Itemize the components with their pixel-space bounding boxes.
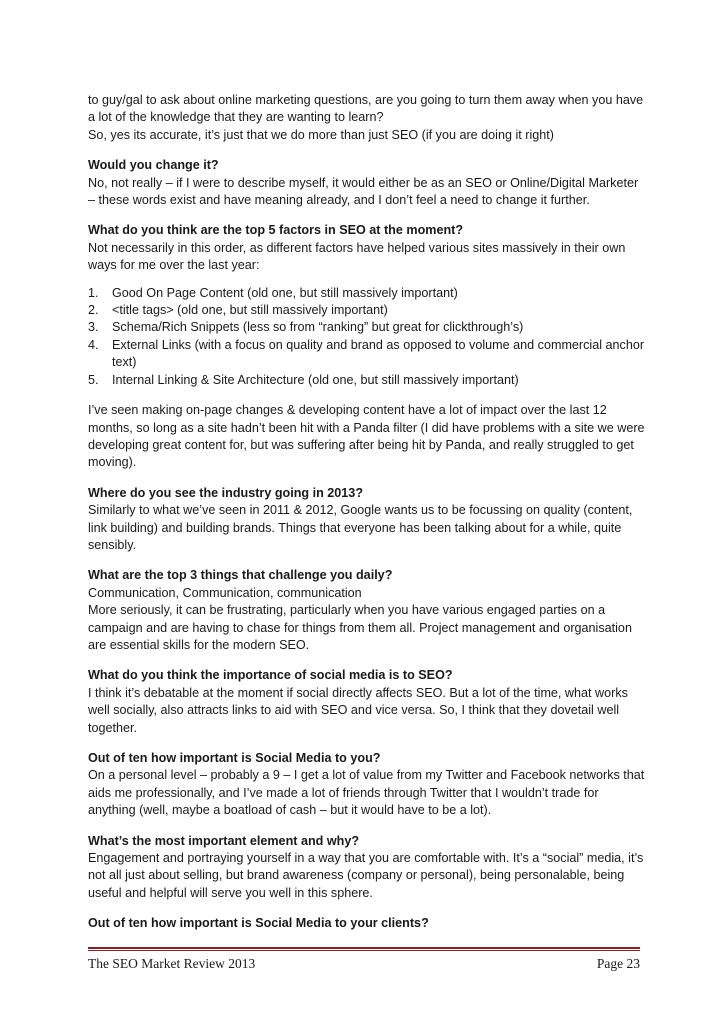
question-heading: What do you think the importance of social media is to SEO? [88, 668, 453, 683]
qa-element [88, 833, 648, 903]
page-footer [88, 956, 640, 972]
answer-text: Engagement and portraying yourself in a way that you are comfortable with. It’s a “social” media, it’s not all just about selling, but brand awareness (company or personal), being personalable, being useful and helpful will serve you well in this sphere. [88, 851, 644, 900]
intro-paragraph [88, 92, 648, 144]
body-text: I’ve seen making on-page changes & developing content have a lot of impact over the last 12 months, so long as a site hadn’t been hit with a Panda filter (I did have problems with a site we were developing great content for, but was suffering after being hit by Panda, and really struggled to get moving). [88, 403, 645, 470]
page-number: Page 23 [596, 956, 640, 971]
factors-list [88, 285, 648, 389]
impact-paragraph [88, 402, 648, 472]
question-heading: What do you think are the top 5 factors in SEO at the moment? [88, 223, 464, 238]
answer-text: More seriously, it can be frustrating, particularly when you have various engaged parties on a campaign and are having to chase for things from them all. Project management and organisation are essential skills for the modern SEO. [88, 603, 632, 652]
question-heading: Out of ten how important is Social Media to your clients? [88, 916, 429, 931]
answer-text: On a personal level – probably a 9 – I get a lot of value from my Twitter and Facebook networks that aids me professionally, and I’ve made a lot of friends through Twitter that I wouldn’t trade for anything (well, maybe a boatload of cash – but it would have to be a lot). [88, 768, 645, 818]
qa-change [88, 157, 648, 209]
footer-title: The SEO Market Review 2013 [88, 956, 256, 971]
question-heading: What’s the most important element and why? [88, 833, 360, 848]
list-item [88, 302, 648, 319]
list-number: 4. [88, 337, 99, 352]
answer-text: Not necessarily in this order, as different factors have helped various sites massively in their own ways for me over the last year: [88, 240, 626, 273]
intro-line: a lot of the knowledge that they are wanting to learn? [88, 110, 384, 125]
question-heading: Where do you see the industry going in 2013? [88, 485, 364, 500]
qa-social-seo [88, 667, 648, 737]
answer-text: I think it’s debatable at the moment if social directly affects SEO. But a lot of the time, what works well socially, also attracts links to aid with SEO and vice versa. So, I think that they dovetail well together. [88, 685, 628, 735]
list-text: Internal Linking & Site Architecture (old one, but still massively important) [112, 372, 519, 387]
answer-text: No, not really – if I were to describe myself, it would either be as an SEO or Online/Digital Marketer – these words exist and have meaning already, and I don’t feel a need to change it further. [88, 175, 639, 208]
qa-challenges [88, 567, 648, 654]
intro-line: to guy/gal to ask about online marketing questions, are you going to turn them away when you have [88, 93, 644, 107]
intro-line: So, yes its accurate, it’s just that we do more than just SEO (if you are doing it right) [88, 127, 554, 142]
list-number: 3. [88, 320, 99, 335]
qa-social-you [88, 750, 648, 820]
answer-text: Similarly to what we’ve seen in 2011 & 2012, Google wants us to be focussing on quality (content, link building) and building brands. Things that everyone has been talking about for a while, quite sensibly. [88, 503, 633, 552]
list-text: <title tags> (old one, but still massively important) [112, 303, 388, 318]
answer-text: Communication, Communication, communication [88, 585, 362, 600]
qa-clients [88, 915, 648, 932]
question-heading: What are the top 3 things that challenge you daily? [88, 568, 393, 583]
list-text: External Links (with a focus on quality and brand as opposed to volume and commercial anchor text) [112, 337, 645, 370]
qa-industry [88, 485, 648, 555]
list-item [88, 285, 648, 302]
question-heading: Out of ten how important is Social Media to you? [88, 751, 381, 765]
list-number: 2. [88, 303, 99, 318]
list-number: 1. [88, 285, 99, 300]
footer-divider [88, 947, 640, 949]
qa-factors [88, 222, 648, 274]
list-item [88, 372, 648, 389]
question-heading: Would you change it? [88, 158, 219, 173]
list-number: 5. [88, 372, 99, 387]
list-item [88, 319, 648, 336]
list-text: Schema/Rich Snippets (less so from “ranking” but great for clickthrough’s) [112, 320, 524, 335]
list-item [88, 337, 648, 372]
list-text: Good On Page Content (old one, but still massively important) [112, 285, 458, 300]
page-content [88, 92, 648, 946]
